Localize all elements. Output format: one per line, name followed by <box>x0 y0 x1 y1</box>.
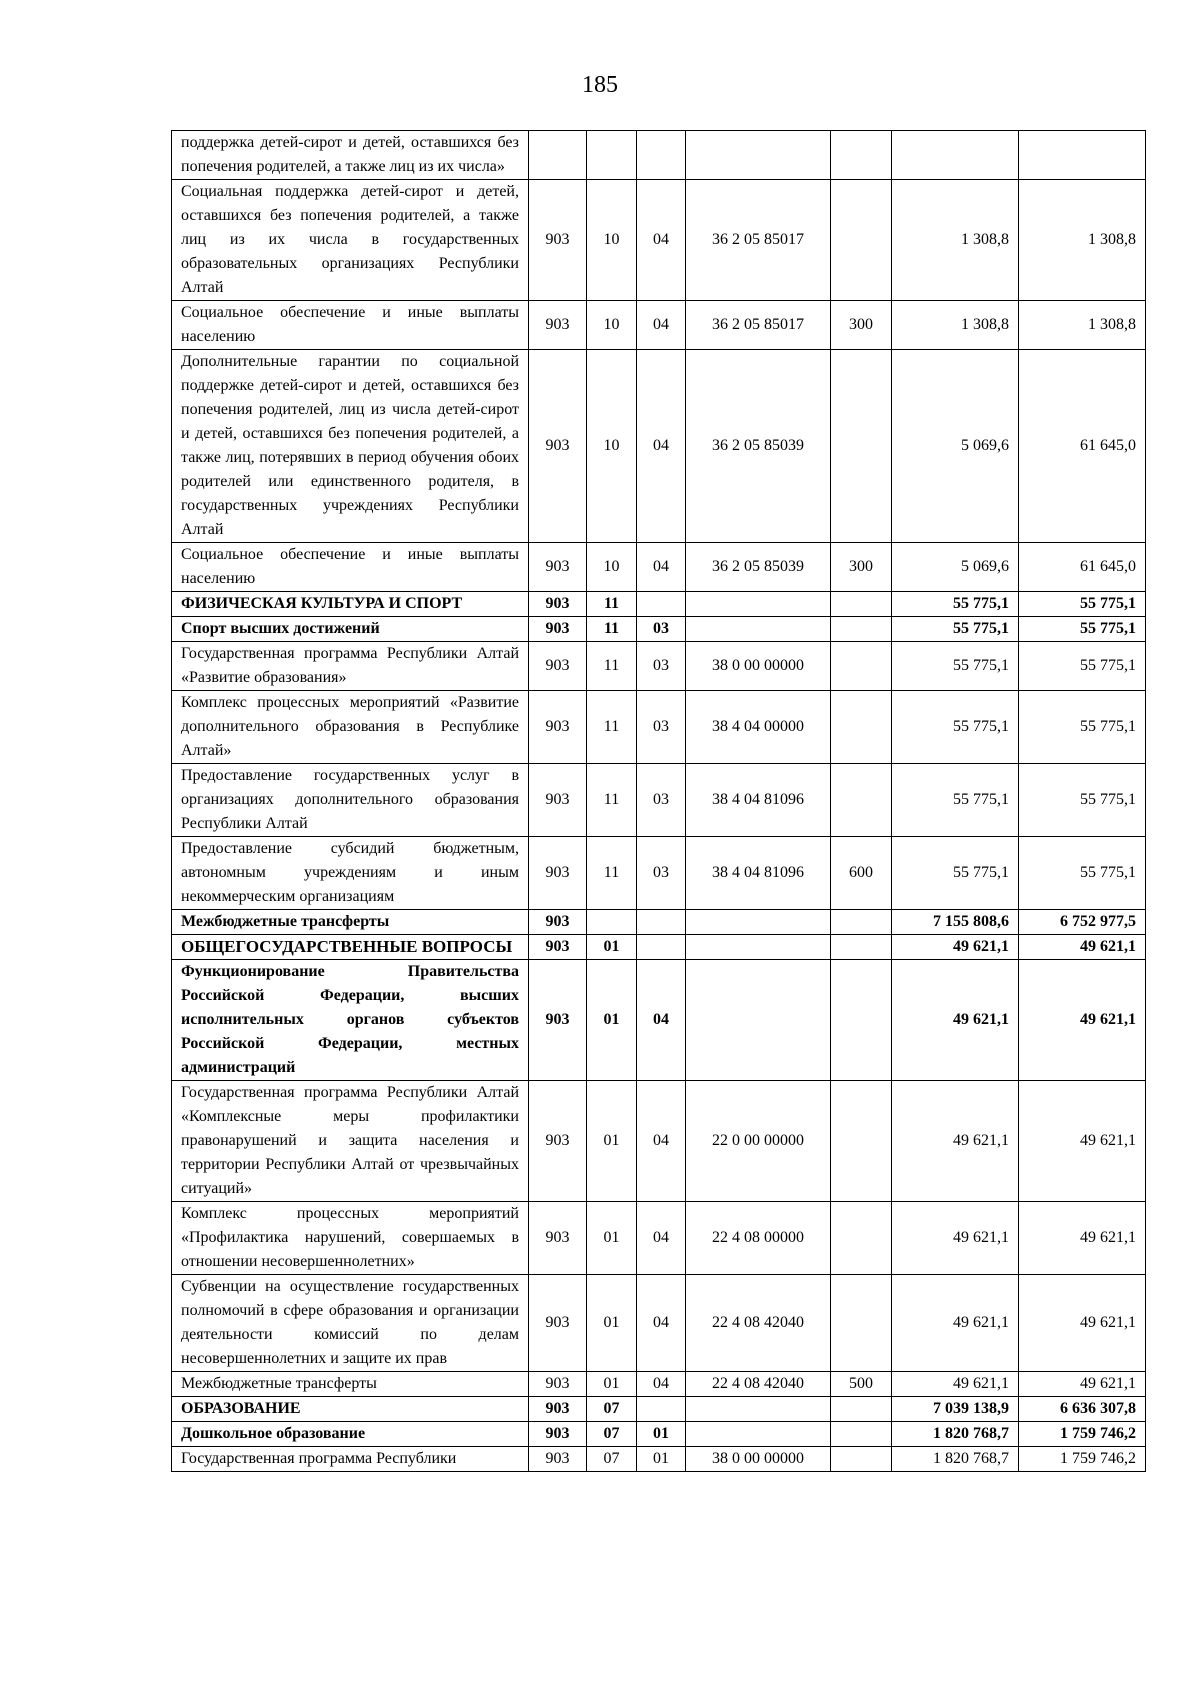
row-target-article: 36 2 05 85017 <box>686 301 831 350</box>
table-row <box>172 1372 1146 1397</box>
row-grbs <box>529 131 587 180</box>
row-subsection <box>637 131 686 180</box>
row-amount-1: 55 775,1 <box>892 642 1019 691</box>
row-section: 01 <box>587 1275 637 1372</box>
row-name: Государственная программа Республики Алтай «Комплексные меры профилактики правонарушений и защита населения и территории Республики Алтай от чрезвычайных ситуаций» <box>172 1081 529 1202</box>
row-grbs: 903 <box>529 1275 587 1372</box>
row-target-article <box>686 960 831 1081</box>
row-section: 01 <box>587 1372 637 1397</box>
table-row <box>172 1202 1146 1275</box>
row-amount-1: 1 308,8 <box>892 301 1019 350</box>
row-expense-type <box>831 960 892 1081</box>
row-grbs: 903 <box>529 935 587 960</box>
row-amount-2: 49 621,1 <box>1019 1372 1146 1397</box>
row-grbs: 903 <box>529 543 587 592</box>
row-target-article: 36 2 05 85039 <box>686 543 831 592</box>
row-expense-type <box>831 764 892 837</box>
row-expense-type <box>831 691 892 764</box>
row-target-article: 38 0 00 00000 <box>686 1447 831 1472</box>
row-expense-type: 500 <box>831 1372 892 1397</box>
row-subsection <box>637 910 686 935</box>
row-amount-1: 1 820 768,7 <box>892 1447 1019 1472</box>
row-amount-1: 5 069,6 <box>892 543 1019 592</box>
row-amount-2: 1 759 746,2 <box>1019 1447 1146 1472</box>
table-row <box>172 617 1146 642</box>
row-target-article: 22 4 08 00000 <box>686 1202 831 1275</box>
row-target-article: 22 4 08 42040 <box>686 1275 831 1372</box>
row-amount-1: 49 621,1 <box>892 1372 1019 1397</box>
row-expense-type: 300 <box>831 301 892 350</box>
row-subsection: 01 <box>637 1422 686 1447</box>
row-section: 11 <box>587 837 637 910</box>
row-expense-type <box>831 1081 892 1202</box>
row-amount-2: 49 621,1 <box>1019 1202 1146 1275</box>
row-section: 07 <box>587 1422 637 1447</box>
row-target-article: 22 0 00 00000 <box>686 1081 831 1202</box>
table-row <box>172 1422 1146 1447</box>
row-target-article: 36 2 05 85039 <box>686 350 831 543</box>
row-expense-type <box>831 1447 892 1472</box>
row-name: Комплекс процессных мероприятий «Профилактика нарушений, совершаемых в отношении несовершеннолетних» <box>172 1202 529 1275</box>
row-name: Социальная поддержка детей-сирот и детей, оставшихся без попечения родителей, а также лиц из их числа в государственных образовательных организациях Республики Алтай <box>172 180 529 301</box>
row-subsection: 04 <box>637 543 686 592</box>
row-expense-type: 600 <box>831 837 892 910</box>
row-name: Межбюджетные трансферты <box>172 910 529 935</box>
row-expense-type <box>831 910 892 935</box>
row-section: 01 <box>587 960 637 1081</box>
table-row <box>172 837 1146 910</box>
row-grbs: 903 <box>529 960 587 1081</box>
row-section: 01 <box>587 1081 637 1202</box>
row-amount-1: 55 775,1 <box>892 592 1019 617</box>
table-row <box>172 642 1146 691</box>
table-row <box>172 1081 1146 1202</box>
row-expense-type <box>831 935 892 960</box>
row-section: 11 <box>587 617 637 642</box>
page-number: 185 <box>582 72 618 98</box>
row-subsection: 03 <box>637 642 686 691</box>
row-target-article <box>686 910 831 935</box>
row-name: Предоставление субсидий бюджетным, автономным учреждениям и иным некоммерческим организациям <box>172 837 529 910</box>
row-subsection <box>637 935 686 960</box>
table-row <box>172 1275 1146 1372</box>
row-amount-1: 49 621,1 <box>892 1275 1019 1372</box>
row-target-article <box>686 1397 831 1422</box>
row-subsection: 04 <box>637 1372 686 1397</box>
row-amount-1: 1 308,8 <box>892 180 1019 301</box>
row-amount-2: 1 759 746,2 <box>1019 1422 1146 1447</box>
row-subsection <box>637 1397 686 1422</box>
row-grbs: 903 <box>529 592 587 617</box>
row-grbs: 903 <box>529 764 587 837</box>
table-row <box>172 301 1146 350</box>
table-row <box>172 350 1146 543</box>
row-subsection: 04 <box>637 1275 686 1372</box>
row-section: 10 <box>587 543 637 592</box>
row-section: 11 <box>587 691 637 764</box>
row-target-article: 38 0 00 00000 <box>686 642 831 691</box>
row-name: Межбюджетные трансферты <box>172 1372 529 1397</box>
table-row <box>172 543 1146 592</box>
row-grbs: 903 <box>529 1397 587 1422</box>
row-expense-type <box>831 1202 892 1275</box>
row-name: ФИЗИЧЕСКАЯ КУЛЬТУРА И СПОРТ <box>172 592 529 617</box>
row-subsection: 04 <box>637 1081 686 1202</box>
row-target-article <box>686 131 831 180</box>
row-subsection: 03 <box>637 764 686 837</box>
row-amount-1: 55 775,1 <box>892 617 1019 642</box>
table-row <box>172 691 1146 764</box>
row-expense-type <box>831 642 892 691</box>
row-grbs: 903 <box>529 301 587 350</box>
row-name: Социальное обеспечение и иные выплаты населению <box>172 301 529 350</box>
row-grbs: 903 <box>529 837 587 910</box>
row-amount-1: 55 775,1 <box>892 837 1019 910</box>
row-expense-type <box>831 350 892 543</box>
row-grbs: 903 <box>529 1422 587 1447</box>
row-amount-2: 55 775,1 <box>1019 592 1146 617</box>
row-section: 01 <box>587 935 637 960</box>
row-subsection: 03 <box>637 837 686 910</box>
row-target-article <box>686 1422 831 1447</box>
row-subsection: 03 <box>637 691 686 764</box>
row-grbs: 903 <box>529 617 587 642</box>
row-target-article: 38 4 04 81096 <box>686 837 831 910</box>
row-grbs: 903 <box>529 1372 587 1397</box>
row-amount-1: 7 155 808,6 <box>892 910 1019 935</box>
row-amount-1: 49 621,1 <box>892 1081 1019 1202</box>
row-section: 10 <box>587 350 637 543</box>
row-name: Дополнительные гарантии по социальной поддержке детей-сирот и детей, оставшихся без попечения родителей, лиц из числа детей-сирот и детей, оставшихся без попечения родителей, а также лиц, потерявших в период обучения обоих родителей или единственного родителя, в государственных учреждениях Республики Алтай <box>172 350 529 543</box>
row-name: Государственная программа Республики <box>172 1447 529 1472</box>
row-amount-1: 7 039 138,9 <box>892 1397 1019 1422</box>
row-amount-1 <box>892 131 1019 180</box>
table-body <box>172 131 1146 1472</box>
row-subsection: 04 <box>637 960 686 1081</box>
row-target-article: 38 4 04 00000 <box>686 691 831 764</box>
row-amount-1: 49 621,1 <box>892 960 1019 1081</box>
row-amount-2: 49 621,1 <box>1019 935 1146 960</box>
row-subsection: 04 <box>637 301 686 350</box>
row-amount-2: 1 308,8 <box>1019 301 1146 350</box>
row-section: 10 <box>587 301 637 350</box>
row-amount-1: 55 775,1 <box>892 764 1019 837</box>
table-row <box>172 935 1146 960</box>
row-expense-type <box>831 131 892 180</box>
row-expense-type <box>831 1275 892 1372</box>
row-amount-2: 1 308,8 <box>1019 180 1146 301</box>
row-amount-1: 49 621,1 <box>892 935 1019 960</box>
row-subsection: 04 <box>637 350 686 543</box>
row-expense-type <box>831 180 892 301</box>
row-amount-2: 6 752 977,5 <box>1019 910 1146 935</box>
row-name: поддержка детей-сирот и детей, оставшихся без попечения родителей, а также лиц из их числа» <box>172 131 529 180</box>
row-grbs: 903 <box>529 691 587 764</box>
row-amount-2: 55 775,1 <box>1019 642 1146 691</box>
row-amount-2: 55 775,1 <box>1019 691 1146 764</box>
row-amount-2: 55 775,1 <box>1019 764 1146 837</box>
row-section: 01 <box>587 1202 637 1275</box>
row-grbs: 903 <box>529 1081 587 1202</box>
table-row <box>172 1447 1146 1472</box>
row-section: 10 <box>587 180 637 301</box>
row-target-article <box>686 617 831 642</box>
row-amount-2 <box>1019 131 1146 180</box>
row-name: ОБЩЕГОСУДАРСТВЕННЫЕ ВОПРОСЫ <box>172 935 529 960</box>
row-target-article: 36 2 05 85017 <box>686 180 831 301</box>
table-row <box>172 180 1146 301</box>
row-section: 11 <box>587 764 637 837</box>
row-name: Спорт высших достижений <box>172 617 529 642</box>
row-section <box>587 910 637 935</box>
row-amount-2: 49 621,1 <box>1019 1275 1146 1372</box>
row-grbs: 903 <box>529 1202 587 1275</box>
row-amount-1: 1 820 768,7 <box>892 1422 1019 1447</box>
row-name: ОБРАЗОВАНИЕ <box>172 1397 529 1422</box>
row-grbs: 903 <box>529 350 587 543</box>
row-subsection <box>637 592 686 617</box>
row-name: Предоставление государственных услуг в организациях дополнительного образования Республики Алтай <box>172 764 529 837</box>
table-row <box>172 960 1146 1081</box>
row-name: Дошкольное образование <box>172 1422 529 1447</box>
row-amount-1: 5 069,6 <box>892 350 1019 543</box>
row-amount-2: 6 636 307,8 <box>1019 1397 1146 1422</box>
table-row <box>172 1397 1146 1422</box>
row-expense-type <box>831 592 892 617</box>
row-expense-type <box>831 1397 892 1422</box>
row-amount-2: 61 645,0 <box>1019 350 1146 543</box>
row-section: 11 <box>587 592 637 617</box>
row-amount-2: 49 621,1 <box>1019 960 1146 1081</box>
row-expense-type <box>831 1422 892 1447</box>
row-subsection: 03 <box>637 617 686 642</box>
row-name: Субвенции на осуществление государственных полномочий в сфере образования и организации деятельности комиссий по делам несовершеннолетних и защите их прав <box>172 1275 529 1372</box>
row-expense-type: 300 <box>831 543 892 592</box>
row-target-article: 22 4 08 42040 <box>686 1372 831 1397</box>
row-section: 07 <box>587 1397 637 1422</box>
row-subsection: 01 <box>637 1447 686 1472</box>
row-section: 07 <box>587 1447 637 1472</box>
row-amount-1: 55 775,1 <box>892 691 1019 764</box>
table-row <box>172 764 1146 837</box>
table-row <box>172 592 1146 617</box>
row-grbs: 903 <box>529 180 587 301</box>
row-name: Комплекс процессных мероприятий «Развитие дополнительного образования в Республике Алтай» <box>172 691 529 764</box>
row-subsection: 04 <box>637 1202 686 1275</box>
budget-table <box>171 130 1146 1472</box>
row-name: Функционирование Правительства Российской Федерации, высших исполнительных органов субъектов Российской Федерации, местных администраций <box>172 960 529 1081</box>
row-grbs: 903 <box>529 642 587 691</box>
row-amount-1: 49 621,1 <box>892 1202 1019 1275</box>
row-amount-2: 55 775,1 <box>1019 617 1146 642</box>
row-target-article: 38 4 04 81096 <box>686 764 831 837</box>
row-amount-2: 55 775,1 <box>1019 837 1146 910</box>
row-expense-type <box>831 617 892 642</box>
table-row <box>172 131 1146 180</box>
row-section: 11 <box>587 642 637 691</box>
row-amount-2: 49 621,1 <box>1019 1081 1146 1202</box>
row-name: Государственная программа Республики Алтай «Развитие образования» <box>172 642 529 691</box>
row-subsection: 04 <box>637 180 686 301</box>
row-name: Социальное обеспечение и иные выплаты населению <box>172 543 529 592</box>
row-grbs: 903 <box>529 910 587 935</box>
row-amount-2: 61 645,0 <box>1019 543 1146 592</box>
table-row <box>172 910 1146 935</box>
row-section <box>587 131 637 180</box>
row-target-article <box>686 592 831 617</box>
row-grbs: 903 <box>529 1447 587 1472</box>
row-target-article <box>686 935 831 960</box>
